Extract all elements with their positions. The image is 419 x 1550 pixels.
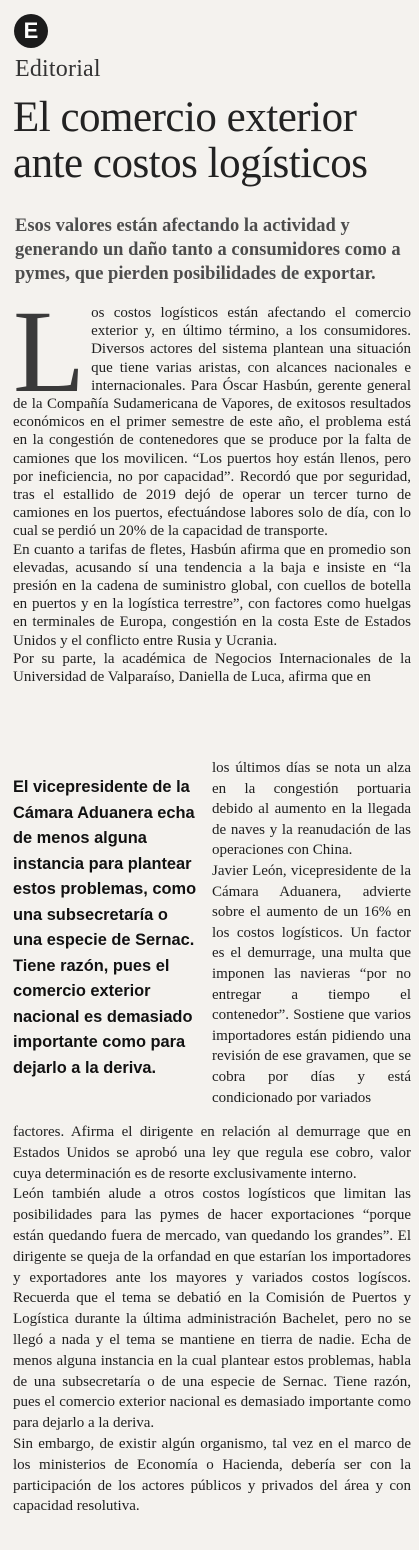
paragraph: factores. Afirma el dirigente en relación al demurrage que en Estados Unidos se aprobó una ley que regula ese cobro, valor cuya determinación es de resorte exclusivamente interno. [13, 1124, 411, 1182]
deck-subtitle: Esos valores están afectando la actividad y generando un daño tanto a consumidores como a pymes, que pierden posibilidades de exportar. [15, 216, 401, 284]
paragraph: Por su parte, la académica de Negocios Internacionales de la Universidad de Valparaíso, Daniella de Luca, afirma que en [13, 650, 411, 686]
article-body-top [13, 286, 411, 686]
article-body-bottom [13, 1122, 411, 1517]
headline: El comercio exterior ante costos logísticos [13, 94, 368, 187]
pull-quote: El vicepresidente de la Cámara Aduanera echa de menos alguna instancia para plantear estos problemas, como una subsecretaría o una especie de Sernac. Tiene razón, pues el comercio exterior nacional es demasiado importante como para dejarlo a la deriva. [13, 778, 197, 1077]
paragraph: los últimos días se nota un alza en la congestión portuaria debido al aumento en la llegada de naves y la reanudación de las operaciones con China. [212, 760, 411, 859]
section-badge: E [14, 14, 48, 48]
paragraph: León también alude a otros costos logísticos que limitan las posibilidades para las pymes de hacer exportaciones “porque están quedando fuera de mercado, van quedando los grandes”. El dirigente se queja de la orfandad en que estarían los importadores y exportadores ante los mayores y variados costos logíscos. Recuerda que el tema se debatió en la Comisión de Puertos y Logística durante la última administración Bachelet, pero no se llegó a nada y el tema se mantiene en tierra de nadie. Echa de menos alguna instancia en la cual plantear estos problemas, habla de una subsecretaría o de una especie de Sernac. Tiene razón, pues el comercio exterior nacional es demasiado importante como para dejarlo a la deriva. [13, 1186, 411, 1432]
paragraph: Sin embargo, de existir algún organismo, tal vez en el marco de los ministerios de Economía o Hacienda, debería ser con la participación de los actores públicos y privados del área y con capacidad resolutiva. [13, 1435, 411, 1515]
drop-cap: L [13, 286, 86, 417]
paragraph: Javier León, vicepresidente de la Cámara Aduanera, advierte sobre el aumento de un 16% en los costos logísticos. Un factor es el demurrage, una multa que imponen las navieras “por no entregar a tiempo el contenedor”. Sostiene que varios importadores están pidiendo una revisión de ese gravamen, que se cobra por días y está condicionado por variados [212, 862, 411, 1106]
paragraph: En cuanto a tarifas de fletes, Hasbún afirma que en promedio son elevadas, acusando sí una tendencia a la baja e insiste en “la presión en la cadena de suministro global, con cuellos de botella en puertos y en la logística terrestre”, con factores como huelgas en terminales de Europa, congestión en la costa Este de Estados Unidos y el conflicto entre Rusia y Ucrania. [13, 541, 411, 649]
paragraph: os costos logísticos están afectando el comercio exterior y, en último término, a los consumidores. Diversos actores del sistema plantean una situación que tiene varias aristas, con alcances nacionales e internacionales. Para Óscar Hasbún, gerente general de la Compañía Sudamericana de Vapores, de exitosos resultados económicos en el primer semestre de este año, el problema está en la congestión de contenedores que se produce por la falta de camiones que los movilicen. “Los puertos hoy están llenos, pero por ineficiencia, no por capacidad”. Recordó que por seguridad, tras el estallido de 2019 dejó de operar un tercer turno de camiones en los puertos, efectuándose labores solo de día, con lo cual se perdió un 20% de la capacidad de transporte. [13, 305, 411, 540]
section-label: Editorial [15, 56, 101, 82]
article-body-right-column [212, 758, 411, 1108]
